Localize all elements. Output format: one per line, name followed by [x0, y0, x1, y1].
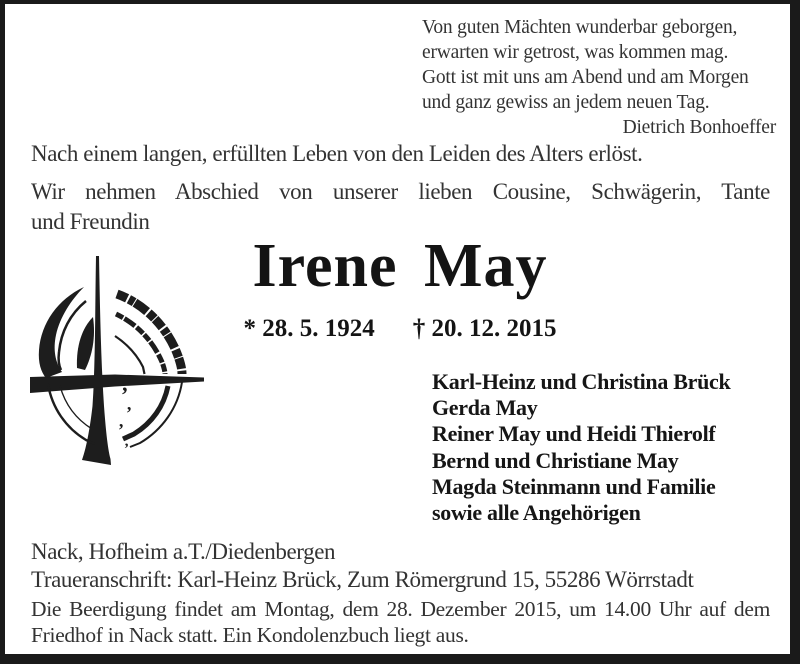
mourner-name: Karl-Heinz und Christina Brück [432, 369, 731, 394]
release-line: Nach einem langen, erfüllten Leben von den Leiden des Alters erlöst. [31, 141, 643, 166]
mourner-name: Gerda May [432, 395, 538, 421]
funeral-info [31, 596, 770, 648]
condolence-address-line: Traueranschrift: Karl-Heinz Brück, Zum Römergrund 15, 55286 Wörrstadt [31, 567, 694, 592]
mourner-name: Reiner May und Heidi Thierolf [432, 421, 716, 447]
deceased-name: Irene May [252, 232, 548, 300]
brush-cross-icon [20, 256, 210, 474]
verse-line-4: und ganz gewiss an jedem neuen Tag. [422, 92, 710, 113]
mourners-list [432, 369, 730, 526]
mourner-name: sowie alle Angehörigen [432, 500, 641, 526]
svg-text:’: ’ [126, 403, 132, 423]
verse-line-1: Von guten Mächten wunderbar geborgen, [422, 17, 738, 38]
verse-line-2: erwarten wir getrost, was kommen mag. [422, 42, 729, 63]
funeral-line-1: Die Beerdigung findet am Montag, dem 28. Dezember 2015, um 14.00 Uhr auf dem [31, 597, 770, 621]
birth-date: * 28. 5. 1924 [243, 315, 375, 342]
funeral-line-2: Friedhof in Nack statt. Ein Kondolenzbuch liegt aus. [31, 623, 469, 647]
svg-text:’: ’ [118, 420, 124, 440]
opening-verse [422, 15, 778, 138]
mourner-name: Magda Steinmann und Familie [432, 473, 716, 499]
death-date: † 20. 12. 2015 [412, 315, 557, 342]
svg-text:’: ’ [121, 382, 129, 407]
mourner-name: Bernd und Christiane May [432, 447, 679, 473]
farewell-paragraph [31, 177, 770, 237]
farewell-line-1: Wir nehmen Abschied von unserer lieben Cousine, Schwägerin, Tante [31, 179, 770, 204]
farewell-line-2: und Freundin [31, 209, 150, 234]
places-line: Nack, Hofheim a.T./Diedenbergen [31, 539, 336, 564]
verse-line-3: Gott ist mit uns am Abend und am Morgen [422, 67, 749, 88]
svg-text:’: ’ [124, 441, 129, 457]
verse-attribution: Dietrich Bonhoeffer [622, 117, 776, 138]
